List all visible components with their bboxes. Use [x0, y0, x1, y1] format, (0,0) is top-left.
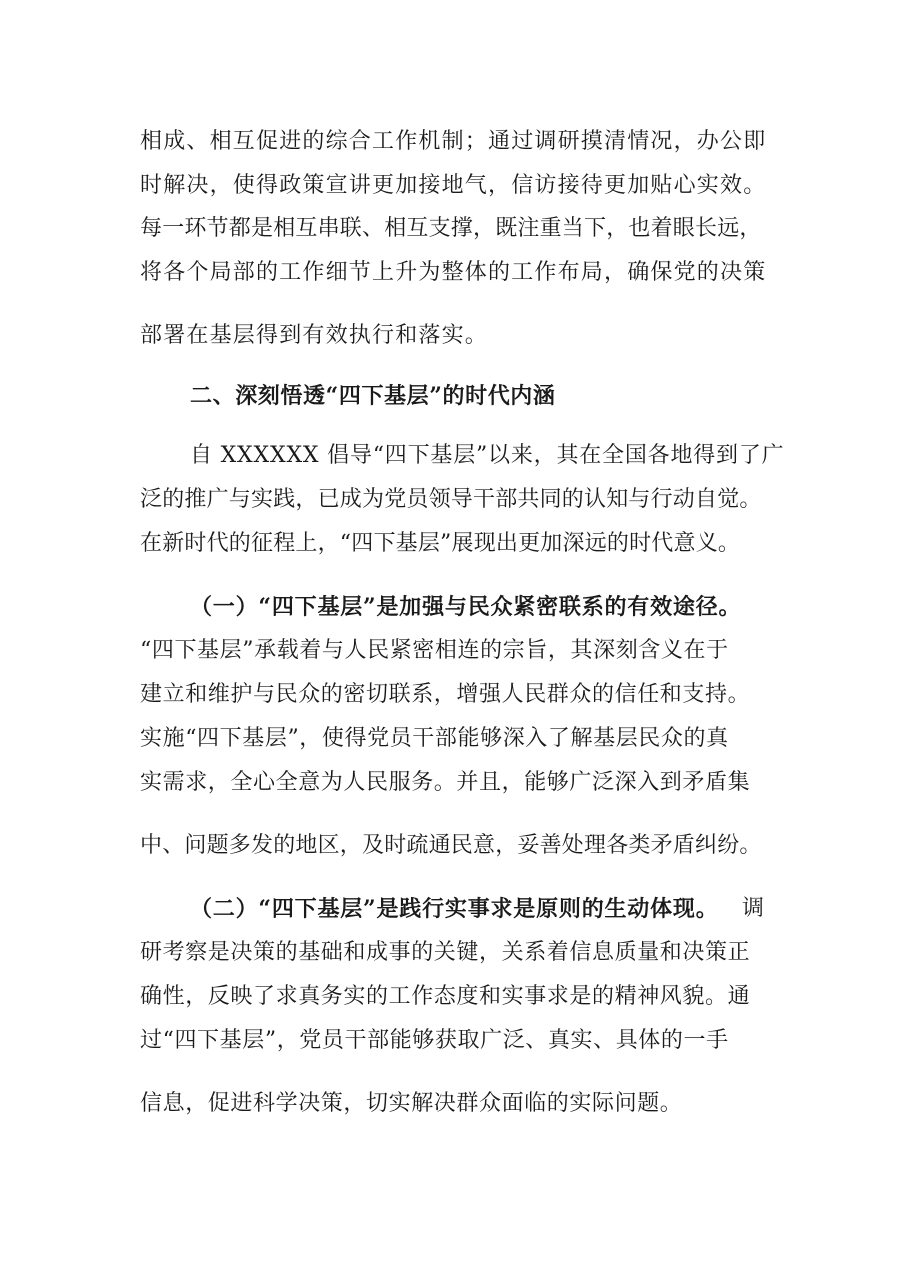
- paragraph-line: 研考察是决策的基础和成事的关键，关系着信息质量和决策正: [140, 940, 751, 965]
- paragraph-line: 建立和维护与民众的密切联系，增强人民群众的信任和支持。: [140, 682, 751, 707]
- paragraph-line: 中、问题多发的地区，及时疏通民意，妥善处理各类矛盾纠纷。: [140, 833, 762, 858]
- paragraph-line: 自 XXXXXX 倡导“四下基层”以来，其在全国各地得到了广: [190, 443, 785, 468]
- paragraph-line: 实需求，全心全意为人民服务。并且，能够广泛深入到矛盾集: [140, 770, 751, 795]
- paragraph-line: 相成、相互促进的综合工作机制；通过调研摸清情况，办公即: [140, 129, 767, 154]
- paragraph-line: “四下基层”承载着与人民紧密相连的宗旨，其深刻含义在于: [140, 638, 729, 663]
- paragraph-line: 在新时代的征程上，“四下基层”展现出更加深远的时代意义。: [140, 531, 741, 556]
- paragraph-line: 调: [742, 896, 765, 921]
- paragraph-line: 泛的推广与实践，已成为党员领导干部共同的认知与行动自觉。: [140, 487, 762, 512]
- subsection-heading: （二）“四下基层”是践行实事求是原则的生动体现。: [190, 896, 719, 922]
- section-heading: 二、深刻悟透“四下基层”的时代内涵: [190, 383, 556, 409]
- paragraph-line: 信息，促进科学决策，切实解决群众面临的实际问题。: [140, 1091, 683, 1116]
- paragraph-line: 将各个局部的工作细节上升为整体的工作布局，确保党的决策: [140, 260, 767, 285]
- subsection-heading: （一）“四下基层”是加强与民众紧密联系的有效途径。: [190, 594, 742, 620]
- paragraph-line: 时解决，使得政策宣讲更加接地气，信访接待更加贴心实效。: [140, 173, 767, 198]
- paragraph-line: 部署在基层得到有效执行和落实。: [140, 323, 489, 348]
- paragraph-line: 确性，反映了求真务实的工作态度和实事求是的精神风貌。通: [140, 984, 751, 1009]
- paragraph-line: 每一环节都是相互串联、相互支撑，既注重当下，也着眼长远，: [140, 216, 762, 241]
- paragraph-line: 过“四下基层”，党员干部能够获取广泛、真实、具体的一手: [140, 1028, 729, 1053]
- paragraph-line: 实施“四下基层”，使得党员干部能够深入了解基层民众的真: [140, 726, 729, 751]
